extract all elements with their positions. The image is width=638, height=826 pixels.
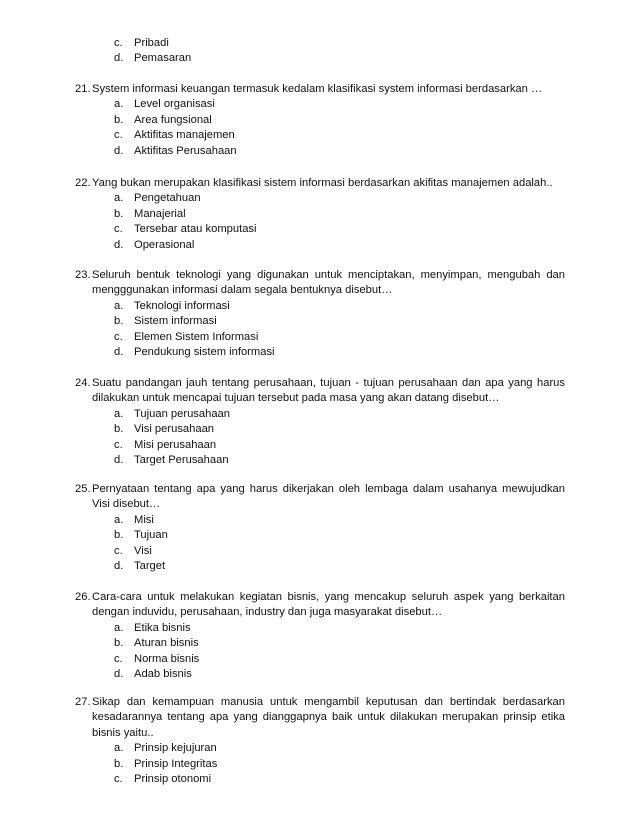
option-item xyxy=(75,128,565,143)
option-letter: a. xyxy=(114,299,124,312)
option-text: Misi xyxy=(134,513,154,526)
question-number: 27. xyxy=(75,696,91,708)
option-text: Area fungsional xyxy=(134,113,212,126)
option-letter: a. xyxy=(114,407,124,420)
option-letter: b. xyxy=(114,637,124,650)
option-text: Visi perusahaan xyxy=(134,423,215,436)
option-letter: d. xyxy=(114,454,124,467)
option-item xyxy=(75,559,565,574)
option-item xyxy=(75,453,565,468)
option-text: Adab bisnis xyxy=(134,668,192,681)
option-text: Aktifitas manajemen xyxy=(134,129,235,142)
option-item xyxy=(75,544,565,559)
question-26 xyxy=(75,590,565,682)
option-text: Etika bisnis xyxy=(134,621,191,634)
question-number: 26. xyxy=(75,591,91,603)
option-text: Pendukung sistem informasi xyxy=(134,346,275,359)
option-letter: d. xyxy=(114,346,124,359)
question-text: Seluruh bentuk teknologi yang digunakan untuk menciptakan, menyimpan, mengubah dan mengggunakan informasi dalam segala bentuknya disebut… xyxy=(92,269,565,297)
option-item xyxy=(75,621,565,636)
option-text: Operasional xyxy=(134,238,195,251)
option-text: Level organisasi xyxy=(134,98,215,111)
option-letter: a. xyxy=(114,192,124,205)
option-item xyxy=(75,407,565,422)
option-letter: c. xyxy=(114,544,123,557)
option-letter: c. xyxy=(114,37,123,49)
option-letter: b. xyxy=(114,529,124,542)
option-letter: d. xyxy=(114,238,124,251)
question-text: Suatu pandangan jauh tentang perusahaan, tujuan - tujuan perusahaan dan apa yang harus dilakukan untuk mencapai tujuan tersebut pada masa yang akan datang disebut… xyxy=(92,377,565,405)
question-21 xyxy=(75,82,565,159)
option-letter: c. xyxy=(114,330,123,343)
option-item xyxy=(75,438,565,453)
option-text: Pengetahuan xyxy=(134,192,201,205)
question-24 xyxy=(75,376,565,468)
option-item xyxy=(75,97,565,112)
option-letter: c. xyxy=(114,438,123,451)
option-item xyxy=(75,772,565,787)
option-letter: b. xyxy=(114,113,124,126)
option-text: Teknologi informasi xyxy=(134,299,230,312)
option-text: Sistem informasi xyxy=(134,315,217,328)
question-text: Sikap dan kemampuan manusia untuk mengambil keputusan dan bertindak berdasarkan kesadarannya tentang apa yang dianggapnya baik untuk dilakukan merupakan prinsip etika bisnis yaitu.. xyxy=(92,696,565,739)
option-letter: b. xyxy=(114,207,124,220)
option-item xyxy=(75,314,565,329)
option-letter: b. xyxy=(114,315,124,328)
option-letter: c. xyxy=(114,773,123,786)
option-item xyxy=(75,238,565,253)
option-item xyxy=(75,51,565,66)
option-item xyxy=(75,741,565,756)
option-item xyxy=(75,36,565,51)
question-number: 25. xyxy=(75,483,91,495)
option-text: Target Perusahaan xyxy=(134,454,229,467)
option-item xyxy=(75,222,565,237)
option-letter: d. xyxy=(114,668,124,681)
question-text: System informasi keuangan termasuk kedalam klasifikasi system informasi berdasarkan … xyxy=(92,83,543,95)
option-letter: a. xyxy=(114,742,124,755)
option-text: Visi xyxy=(134,544,152,557)
option-item xyxy=(75,422,565,437)
option-item xyxy=(75,757,565,772)
option-text: Manajerial xyxy=(134,207,186,220)
question-25 xyxy=(75,482,565,574)
question-number: 21. xyxy=(75,83,91,95)
option-letter: b. xyxy=(114,757,124,770)
option-letter: d. xyxy=(114,560,124,573)
option-text: Elemen Sistem Informasi xyxy=(134,330,259,343)
option-text: Aktifitas Perusahaan xyxy=(134,144,237,157)
option-item xyxy=(75,652,565,667)
option-text: Misi perusahaan xyxy=(134,438,217,451)
option-letter: d. xyxy=(114,52,124,65)
option-text: Prinsip Integritas xyxy=(134,757,218,770)
option-letter: b. xyxy=(114,423,124,436)
option-letter: a. xyxy=(114,98,124,111)
question-number: 23. xyxy=(75,269,91,281)
option-letter: c. xyxy=(114,652,123,665)
option-item xyxy=(75,299,565,314)
option-text: Norma bisnis xyxy=(134,652,200,665)
option-text: Tujuan perusahaan xyxy=(134,407,230,420)
question-23 xyxy=(75,268,565,360)
option-text: Aturan bisnis xyxy=(134,637,199,650)
option-item xyxy=(75,144,565,159)
option-item xyxy=(75,330,565,345)
question-22 xyxy=(75,176,565,253)
carryover-options xyxy=(75,36,565,67)
option-item xyxy=(75,113,565,128)
question-number: 24. xyxy=(75,377,91,389)
option-letter: c. xyxy=(114,223,123,236)
option-text: Prinsip otonomi xyxy=(134,773,212,786)
option-text: Pribadi xyxy=(134,37,169,49)
option-letter: a. xyxy=(114,513,124,526)
option-item xyxy=(75,513,565,528)
option-letter: a. xyxy=(114,621,124,634)
question-text: Cara-cara untuk melakukan kegiatan bisnis, yang mencakup seluruh aspek yang berkaitan dengan induvidu, perusahaan, industry dan juga masyarakat disebut… xyxy=(92,591,565,619)
option-letter: d. xyxy=(114,144,124,157)
option-item xyxy=(75,207,565,222)
question-text: Yang bukan merupakan klasifikasi sistem informasi berdasarkan akifitas manajemen adalah.. xyxy=(92,177,553,189)
option-text: Prinsip kejujuran xyxy=(134,742,217,755)
question-number: 22. xyxy=(75,177,91,189)
option-text: Pemasaran xyxy=(134,52,192,65)
option-text: Tujuan xyxy=(134,529,168,542)
option-item xyxy=(75,191,565,206)
option-item xyxy=(75,636,565,651)
option-text: Tersebar atau komputasi xyxy=(134,223,257,236)
option-item xyxy=(75,667,565,682)
option-item xyxy=(75,345,565,360)
option-letter: c. xyxy=(114,129,123,142)
option-text: Target xyxy=(134,560,166,573)
option-item xyxy=(75,528,565,543)
question-27 xyxy=(75,695,565,787)
question-text: Pernyataan tentang apa yang harus dikerjakan oleh lembaga dalam usahanya mewujudkan Visi disebut… xyxy=(92,483,565,511)
